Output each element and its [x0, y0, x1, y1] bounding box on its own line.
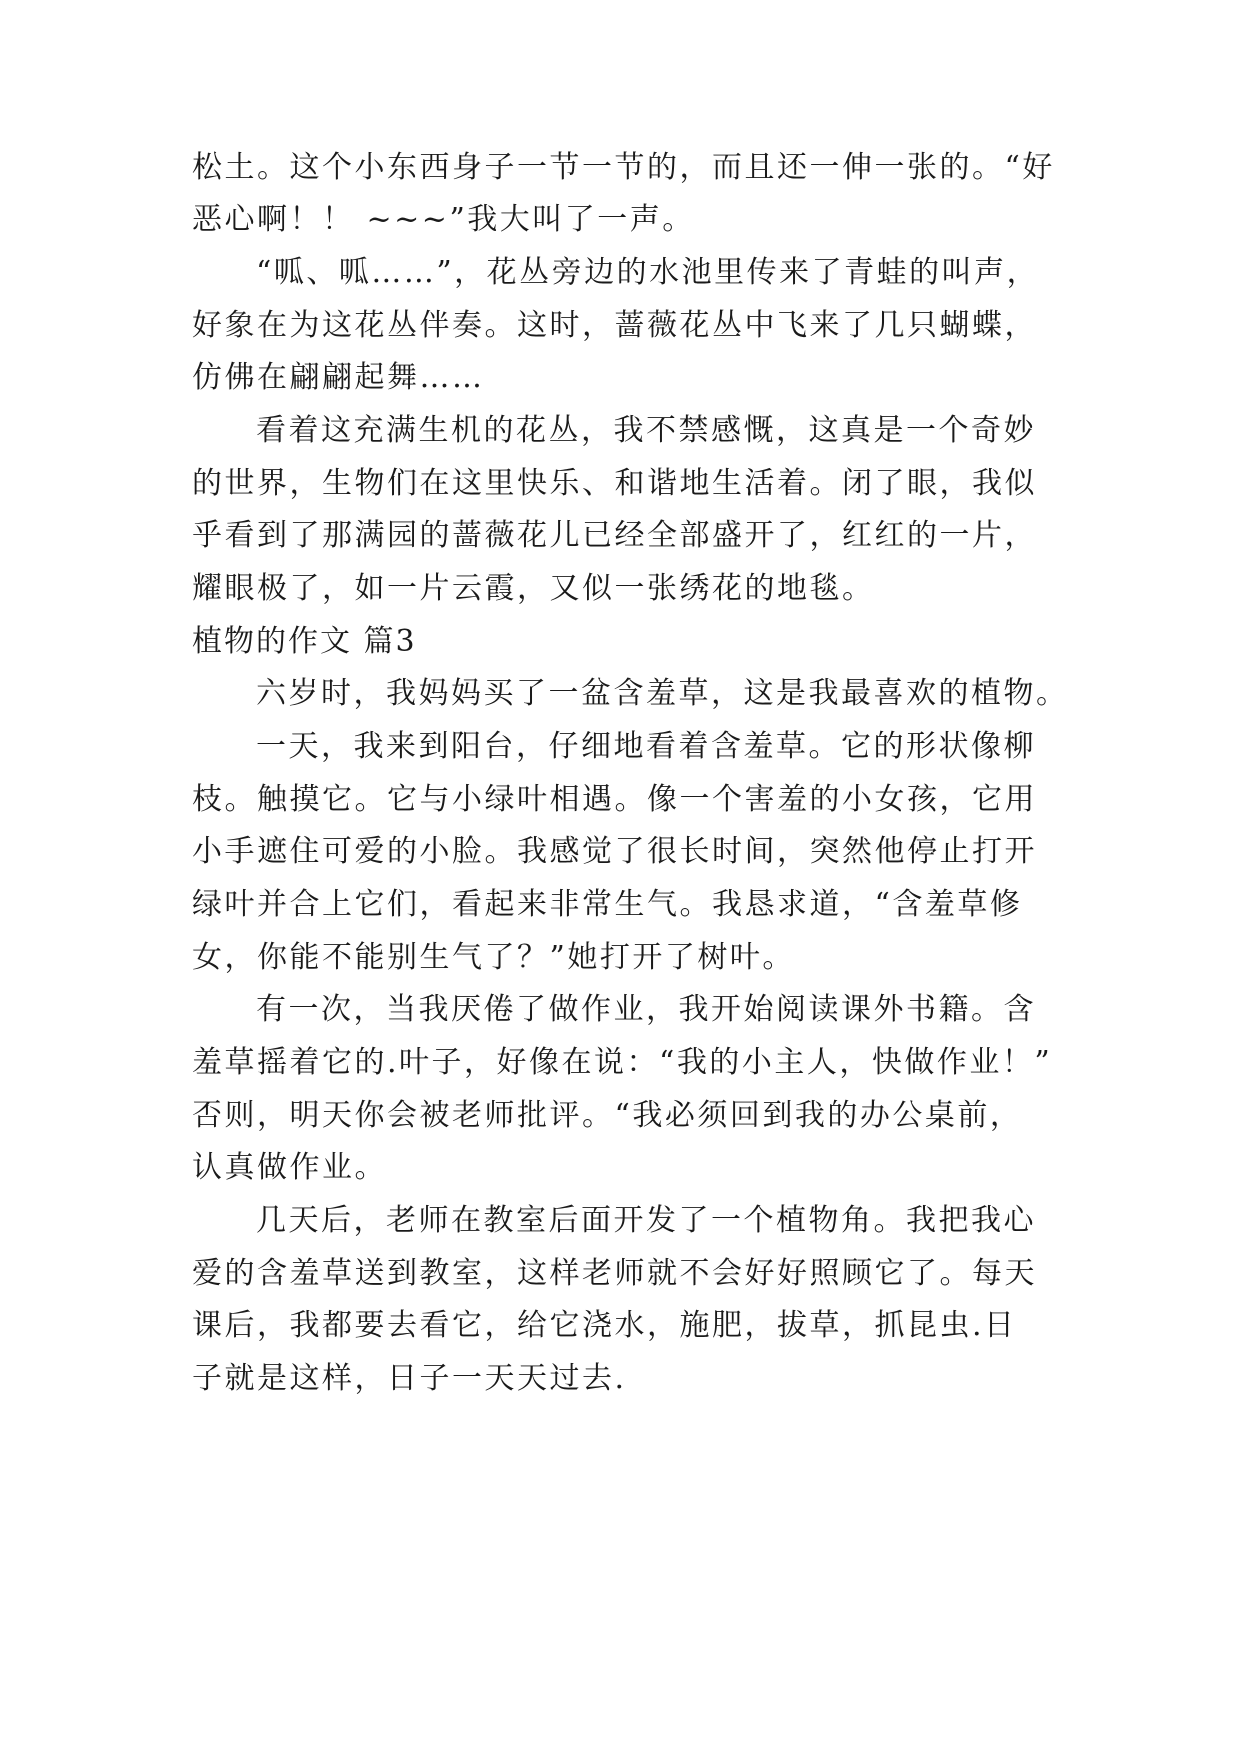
paragraph-line: 的世界，生物们在这里快乐、和谐地生活着。闭了眼，我似 — [192, 466, 1037, 501]
paragraph-line: 否则，明天你会被老师批评。“我必须回到我的办公桌前， — [192, 1098, 1023, 1133]
paragraph-line: 乎看到了那满园的蔷薇花儿已经全部盛开了，红红的一片， — [192, 518, 1037, 553]
paragraph-line: 有一次，当我厌倦了做作业，我开始阅读课外书籍。含 — [256, 992, 1036, 1027]
paragraph-line: 认真做作业。 — [192, 1150, 387, 1185]
paragraph-line: 六岁时，我妈妈买了一盆含羞草，这是我最喜欢的植物。 — [256, 676, 1069, 711]
paragraph-line: 枝。触摸它。它与小绿叶相遇。像一个害羞的小女孩，它用 — [192, 782, 1037, 817]
paragraph-line: 仿佛在翩翩起舞…… — [192, 360, 485, 395]
paragraph-line: 看着这充满生机的花丛，我不禁感慨，这真是一个奇妙 — [256, 413, 1036, 448]
paragraph-line: 一天，我来到阳台，仔细地看着含羞草。它的形状像柳 — [256, 729, 1036, 764]
paragraph-line: 课后，我都要去看它，给它浇水，施肥，拔草，抓昆虫.日 — [192, 1308, 1017, 1343]
paragraph-line: 爱的含羞草送到教室，这样老师就不会好好照顾它了。每天 — [192, 1256, 1037, 1291]
paragraph-line: “呱、呱……”，花丛旁边的水池里传来了青蛙的叫声， — [256, 255, 1040, 290]
paragraph-line: 女，你能不能别生气了？”她打开了树叶。 — [192, 940, 795, 975]
paragraph-line: 羞草摇着它的.叶子，好像在说：“我的小主人，快做作业！” — [192, 1045, 1053, 1080]
paragraph-line: 绿叶并合上它们，看起来非常生气。我恳求道，“含羞草修 — [192, 887, 1023, 922]
paragraph-line: 好象在为这花丛伴奏。这时，蔷薇花丛中飞来了几只蝴蝶， — [192, 308, 1037, 343]
paragraph-line: 恶心啊！！ ~~~”我大叫了一声。 — [192, 202, 695, 237]
paragraph-line: 小手遮住可爱的小脸。我感觉了很长时间，突然他停止打开 — [192, 834, 1037, 869]
paragraph-line: 耀眼极了，如一片云霞，又似一张绣花的地毯。 — [192, 571, 875, 606]
paragraph-line: 松土。这个小东西身子一节一节的，而且还一伸一张的。“好 — [192, 150, 1055, 185]
paragraph-line: 几天后，老师在教室后面开发了一个植物角。我把我心 — [256, 1203, 1036, 1238]
section-heading: 植物的作文 篇3 — [192, 624, 417, 659]
paragraph-line: 子就是这样，日子一天天过去. — [192, 1361, 627, 1396]
